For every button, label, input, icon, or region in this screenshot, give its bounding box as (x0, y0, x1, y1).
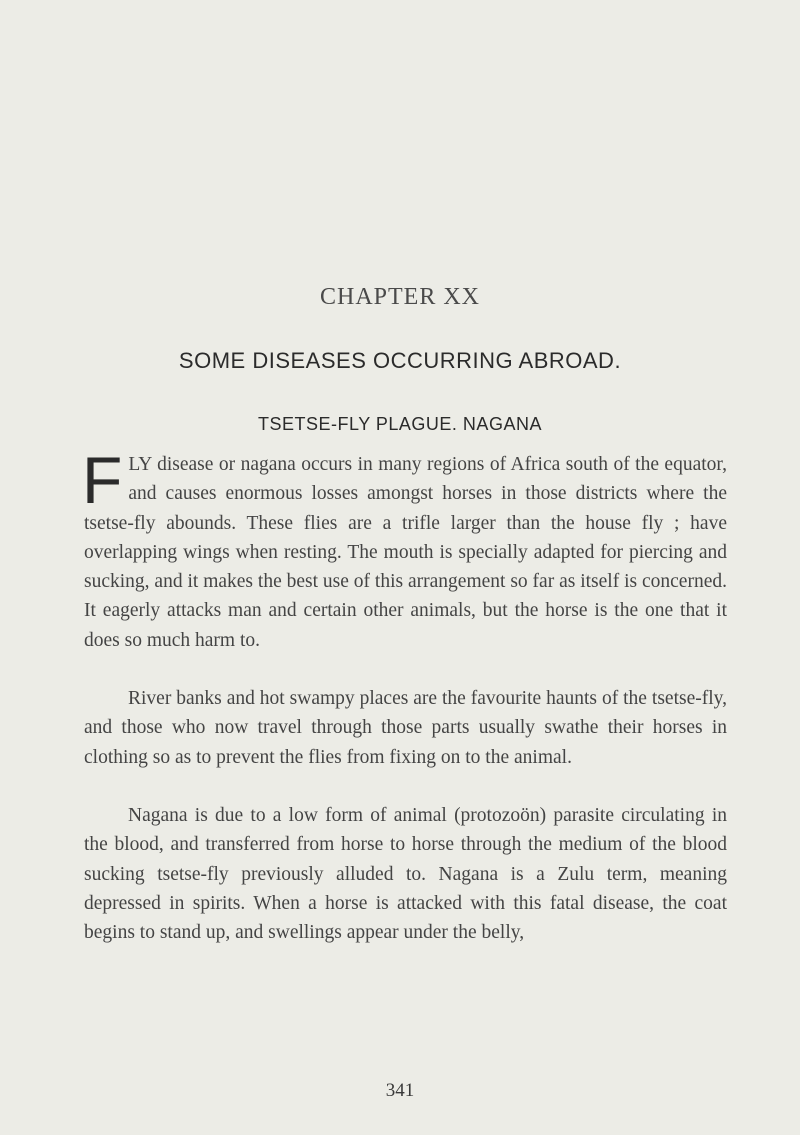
paragraph: Nagana is due to a low form of animal (protozoön) parasite circulating in the blood, and transferred from horse to horse through the medium of the blood sucking tsetse-fly previously alluded to. Nagana is a Zulu term, meaning depressed in spirits. When a horse is attacked with this fatal disease, the coat begins to stand up, and swellings appear under the belly, (84, 804, 727, 944)
body-text (82, 443, 727, 976)
section-heading: TSETSE-FLY PLAGUE. NAGANA (258, 414, 542, 434)
paragraph (82, 443, 727, 655)
paragraph: River banks and hot swampy places are the favourite haunts of the tsetse-fly, and those who now travel through those parts usually swathe their horses in clothing so as to prevent the flies from fixing on to the animal. (84, 688, 727, 768)
chapter-heading: CHAPTER XX (319, 284, 480, 310)
page-number: 341 (385, 1080, 415, 1101)
paragraph-text: LY disease or nagana occurs in many regions of Africa south of the equator, and causes enormous losses amongst horses in those districts where the tsetse-fly abounds. These flies are a trifle larger than the house fly ; have overlapping wings when resting. The mouth is specially adapted for piercing and sucking, and it makes the best use of this arrangement so far as itself is concerned. It eagerly attacks man and certain other animals, but the horse is the one that it does so much harm to. (84, 454, 727, 651)
chapter-title: SOME DISEASES OCCURRING ABROAD. (178, 348, 622, 373)
drop-cap: F (82, 443, 123, 517)
